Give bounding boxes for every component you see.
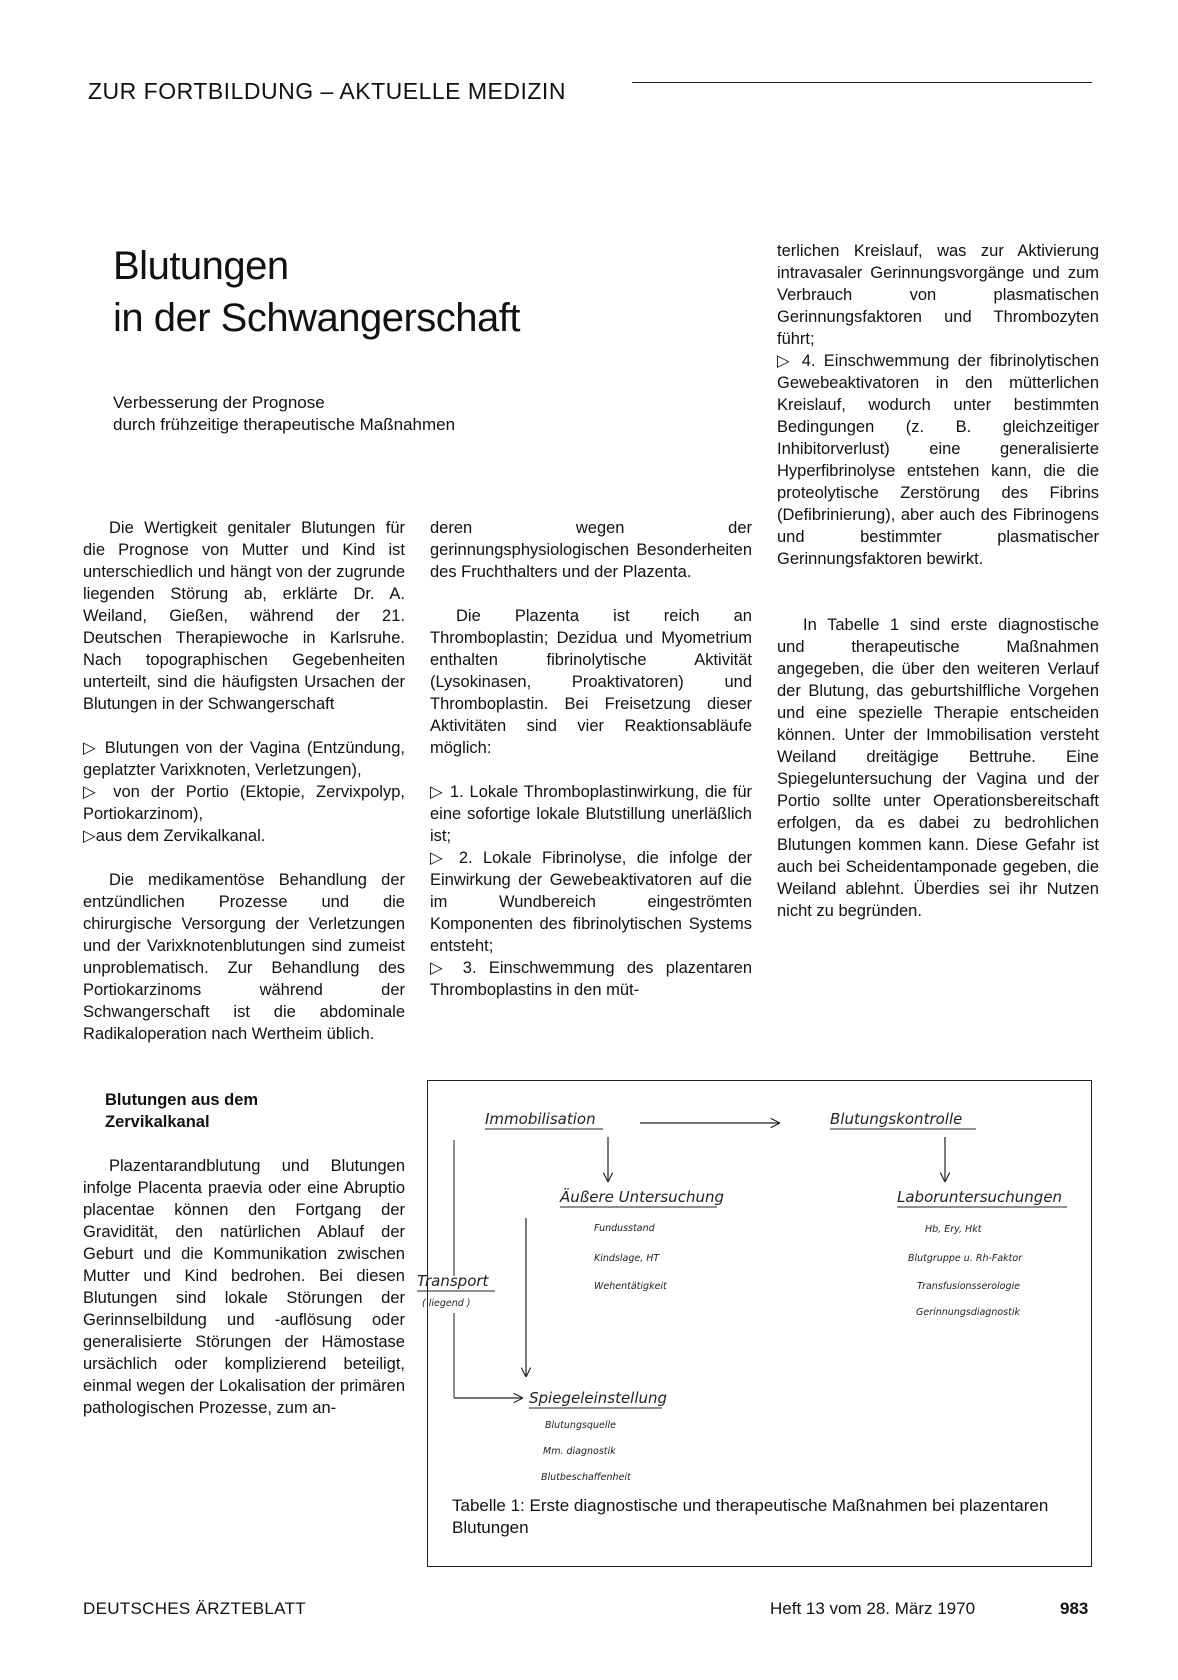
transport-label: Transport (417, 1272, 489, 1290)
aeussere-item: Wehentätigkeit (594, 1281, 667, 1292)
article-title (113, 240, 520, 344)
aeussere-item: Kindslage, HT (594, 1253, 660, 1264)
paragraph: Plazentarandblutung und Blutungen infolge Placenta praevia oder eine Abruptio placentae können den Fortgang der Gravidität, den natürlichen Ablauf der Geburt und die Kommunikation zwischen Mutter und Kind bedrohen. Bei diesen Blutungen sind lokale Störungen der Gerinnselbildung und -auflösung oder generalisierte Störungen der Hämostase ursächlich oder komplizierend beteiligt, einmal wegen der Lokalisation der primären pathologischen Prozesse, zum an- (83, 1157, 405, 1417)
paragraph: terlichen Kreislauf, was zur Aktivierung intravasaler Gerinnungsvorgänge und zum Verbrauch von plasmatischen Gerinnungsfaktoren und Thrombozyten führt; (777, 242, 1099, 348)
laboruntersuchungen-label: Laboruntersuchungen (897, 1188, 1063, 1206)
page-number: 983 (1060, 1599, 1089, 1618)
text-column-2 (430, 517, 752, 1001)
spiegel-item: Blutbeschaffenheit (541, 1472, 631, 1483)
section-subheading: Blutungen aus dem Zervikalkanal (105, 1091, 259, 1131)
footer-journal: DEUTSCHES ÄRZTEBLATT (83, 1599, 306, 1618)
header-rule (632, 82, 1092, 83)
paragraph: deren wegen der gerinnungsphysiologischen Besonderheiten des Fruchthalters und der Plazenta. (430, 519, 752, 581)
paragraph: Die medikamentöse Behandlung der entzündlichen Prozesse und die chirurgische Versorgung der Verletzungen und der Varixknotenblutungen sind zumeist unproblematisch. Zur Behandlung des Portiokarzinoms während der Schwangerschaft ist die abdominale Radikaloperation nach Wertheim üblich. (83, 871, 405, 1043)
paragraph: Die Plazenta ist reich an Thromboplastin; Dezidua und Myometrium enthalten fibrinolytische Aktivität (Lysokinasen, Proaktivatoren) und Thromboplastin. Bei Freisetzung dieser Aktivitäten sind vier Reaktionsabläufe möglich: (430, 607, 752, 757)
labor-item: Blutgruppe u. Rh-Faktor (908, 1253, 1023, 1264)
paragraph: Die Wertigkeit genitaler Blutungen für die Prognose von Mutter und Kind ist unterschiedlich und hängt von der zugrunde liegenden Störung ab, erklärte Dr. A. Weiland, Gießen, während der 21. Deutschen Therapiewoche in Karlsruhe. Nach topographischen Gegebenheiten unterteilt, sind die häufigsten Ursachen der Blutungen in der Schwangerschaft (83, 519, 405, 713)
labor-item: Transfusionsserologie (917, 1281, 1020, 1292)
labor-item: Gerinnungsdiagnostik (916, 1307, 1020, 1318)
aeussere-item: Fundusstand (594, 1223, 655, 1234)
title-line-2: in der Schwangerschaft (113, 296, 521, 340)
list-item: ▷ 4. Einschwemmung der fibrinolytischen Gewebeaktivatoren in den mütterlichen Kreislauf, wodurch unter bestimmten Bedingungen (z. B. gleichzeitiger Inhibitorverlust) eine generalisierte Hyperfibrinolyse entstehen kann, die die proteolytische Zerstörung des Fibrins (Defibrinierung), aber auch des Fibrinogens und bestimmter plasmatischer Gerinnungsfaktoren bewirkt. (777, 352, 1099, 568)
footer-issue: Heft 13 vom 28. März 1970 (770, 1599, 976, 1618)
text-column-1 (83, 517, 405, 1419)
subtitle-line-1: Verbesserung der Prognose (113, 393, 325, 412)
flowchart-diagram (417, 1080, 1092, 1567)
blutungskontrolle-label: Blutungskontrolle (830, 1110, 963, 1128)
immobilisation-label: Immobilisation (485, 1110, 596, 1128)
aeussere-untersuchung-label: Äußere Untersuchung (560, 1188, 724, 1206)
figure-caption: Tabelle 1: Erste diagnostische und therapeutische Maßnahmen bei plazentaren Blutungen (452, 1496, 1049, 1537)
section-header: ZUR FORTBILDUNG – AKTUELLE MEDIZIN (88, 78, 566, 104)
spiegel-item: Blutungsquelle (545, 1420, 616, 1431)
article-subtitle (113, 392, 455, 436)
paragraph: In Tabelle 1 sind erste diagnostische und therapeutische Maßnahmen angegeben, die über den weiteren Verlauf der Blutung, das geburtshilfliche Vorgehen und eine spezielle Therapie entscheiden können. Unter der Immobilisation versteht Weiland dreitägige Bettruhe. Eine Spiegeluntersuchung der Vagina und der Portio sollte unter Operationsbereitschaft erfolgen, da es dabei zu bedrohlichen Blutungen kommen kann. Diese Gefahr ist auch bei Scheidentamponade gegeben, die Weiland ablehnt. Überdies sei ihr Nutzen nicht zu begründen. (777, 616, 1099, 920)
spiegel-item: Mm. diagnostik (543, 1446, 616, 1457)
title-line-1: Blutungen (113, 244, 289, 288)
labor-item: Hb, Ery, Hkt (925, 1224, 982, 1235)
list-item: ▷ 3. Einschwemmung des plazentaren Thromboplastins in den müt- (430, 959, 752, 999)
list-item: ▷aus dem Zervikalkanal. (83, 827, 266, 845)
list-item: ▷ Blutungen von der Vagina (Entzündung, geplatzter Varixknoten, Verletzungen), (83, 739, 405, 779)
spiegeleinstellung-label: Spiegeleinstellung (529, 1389, 668, 1407)
list-item: ▷ 2. Lokale Fibrinolyse, die infolge der Einwirkung der Gewebeaktivatoren auf die im Wundbereich eingeströmten Komponenten des fibrinolytischen Systems entsteht; (430, 849, 752, 955)
transport-note: ( liegend ) (422, 1298, 471, 1309)
text-column-3 (777, 240, 1099, 922)
list-item: ▷ von der Portio (Ektopie, Zervixpolyp, Portiokarzinom), (83, 783, 405, 823)
subtitle-line-2: durch frühzeitige therapeutische Maßnahmen (113, 415, 456, 434)
list-item: ▷ 1. Lokale Thromboplastinwirkung, die für eine sofortige lokale Blutstillung unerläßlich ist; (430, 783, 752, 845)
